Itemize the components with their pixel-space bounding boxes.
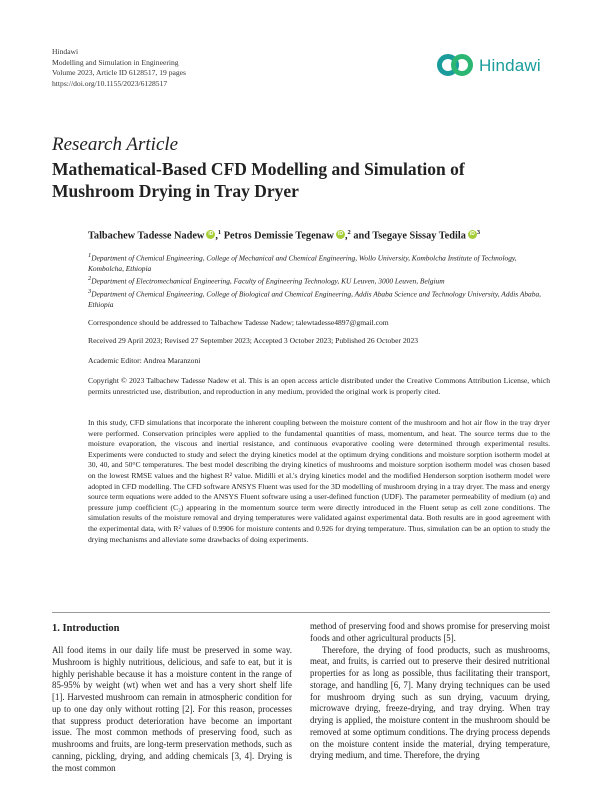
hindawi-logo — [436, 51, 556, 79]
affiliation-item: $^2$Department of Electromechanical Engineering, Faculty of Engineering Technology, KU Leuven, 3000 Leuven, Belgium — [88, 275, 445, 286]
section-heading: 1. Introduction — [52, 623, 120, 634]
author-affil-mark: 1 — [217, 229, 222, 236]
author-name[interactable]: Tsegaye Sissay Tedila — [372, 230, 466, 242]
affiliations — [88, 251, 550, 310]
body-column-left — [52, 645, 292, 774]
paper-title: Mathematical-Based CFD Modelling and Simulation of Mushroom Drying in Tray Dryer — [52, 159, 465, 201]
history-dates: Received 29 April 2023; Revised 27 September 2023; Accepted 3 October 2023; Published 26 October 2023 — [88, 336, 419, 345]
volume-info: Volume 2023, Article ID 6128517, 19 pages — [52, 68, 186, 78]
orcid-icon[interactable]: iD — [337, 231, 343, 238]
doi-link[interactable]: https://doi.org/10.1155/2023/6128517 — [52, 78, 168, 88]
section-divider — [52, 612, 550, 613]
author-affil-mark: 3 — [476, 229, 481, 236]
abstract: In this study, CFD simulations that incorporate the inherent coupling between the moisture content of the mushroom and hot air flow in the tray dryer were performed. Conservation principles were applied to the fundamental quantities of mass, momentum, and heat. The source terms due to the moisture evaporation, the viscous and inertial resistance, and continuous evaporative cooling were determined through experimental results. Experiments were conducted to study and select the drying kinetics model at the optimum drying conditions and moisture sorption isotherm model at 30, 40, and 50°C temperatures. The best model describing the drying kinetics of mushrooms and moisture sorption isotherm model was chosen based on the lowest RMSE values and the highest R² value. Midilli et al.'s drying kinetics model and the modified Henderson sorption isotherm model were adopted in CFD modelling. The CFD software ANSYS Fluent was used for the 3D modelling of mushroom drying in a tray dryer. The mass and energy source term equations were added to the ANSYS Fluent software using a user-defined function (UDF). The parameter permeability of medium (α) and pressure jump coefficient (C₂) appearing in the momentum source term were directly introduced in the Fluent setup as cell zone conditions. The simulation results of the moisture removal and drying temperatures were validated against experimental data. Both results are in good agreement with the experimental data, with R² values of 0.9906 for moisture contents and 0.926 for drying temperature. Thus, simulation can be an option to study the drying mechanisms and alleviate some drawbacks of doing experiments. — [88, 418, 550, 544]
body-column-right — [310, 621, 550, 762]
hindawi-logo-icon — [436, 51, 474, 79]
author-name[interactable]: Petros Demissie Tegenaw — [223, 230, 334, 242]
body-paragraph: All food items in our daily life must be preserved in some way. Mushroom is highly nutritious, delicious, and safe to eat, but it is highly perishable because it has a moisture content in the range of 85-95% by weight (wt) when wet and has a very short shelf life [1]. Harvested mushroom can remain in atmospheric condition for up to one day only without rotting [2]. For this reason, processes that suppress product deterioration have become an important issue. The most common methods of preserving food, such as mushrooms and fruits, are long-term preservation methods, such as canning, pickling, drying, and adding chemicals [3, 4]. Drying is the most common — [52, 645, 292, 773]
academic-editor: Academic Editor: Andrea Maranzoni — [88, 356, 201, 365]
journal-name: Modelling and Simulation in Engineering — [52, 57, 179, 67]
article-type: Research Article — [52, 134, 179, 155]
publisher-name: Hindawi — [52, 47, 79, 56]
body-paragraph: method of preserving food and shows promise for preserving moist foods and other agricultural products [5]. — [310, 621, 550, 643]
orcid-icon[interactable]: iD — [208, 231, 214, 238]
author-name[interactable]: Talbachew Tadesse Nadew — [88, 230, 205, 242]
correspondence: Correspondence should be addressed to Talbachew Tadesse Nadew; talewtadesse4897@gmail.com — [88, 318, 389, 327]
affiliation-item: $^1$Department of Chemical Engineering, College of Mechanical and Chemical Engineering, Wollo University, Kombolcha Institute of Technology, Kombolcha, Ethiopia — [88, 252, 517, 273]
masthead — [52, 47, 186, 89]
author-list: Talbachew Tadesse Nadew iD ,$^1$ Petros Demissie Tegenaw iD ,$^2$ and Tsegaye Sissay Tedila iD $^3$ — [88, 229, 481, 242]
affiliation-item: $^3$Department of Chemical Engineering, College of Biological and Chemical Engineering, Addis Ababa Science and Technology University, Addis Ababa, Ethiopia — [88, 287, 541, 309]
author-affil-mark: 2 — [347, 229, 351, 236]
body-paragraph: Therefore, the drying of food products, such as mushrooms, meat, and fruits, is carried out to preserve their desired nutritional properties for as long as possible, thus facilitating their transport, storage, and handling [6, 7]. Many drying techniques can be used for mushroom drying such as sun drying, vacuum drying, microwave drying, freeze-drying, and tray drying. When tray drying is applied, the moisture content in the mushroom should be removed at some optimum conditions. The drying process depends on the moisture content inside the material, drying temperature, drying medium, and time. Therefore, the drying — [310, 644, 550, 761]
author-and: and — [353, 230, 370, 242]
logo-wordmark: Hindawi — [479, 56, 541, 75]
copyright-notice: Copyright © 2023 Talbachew Tadesse Nadew et al. This is an open access article distributed under the Creative Commons Attribution License, which permits unrestricted use, distribution, and reproduction in any medium, provided the original work is properly cited. — [88, 376, 550, 396]
orcid-icon[interactable]: iD — [469, 231, 475, 238]
